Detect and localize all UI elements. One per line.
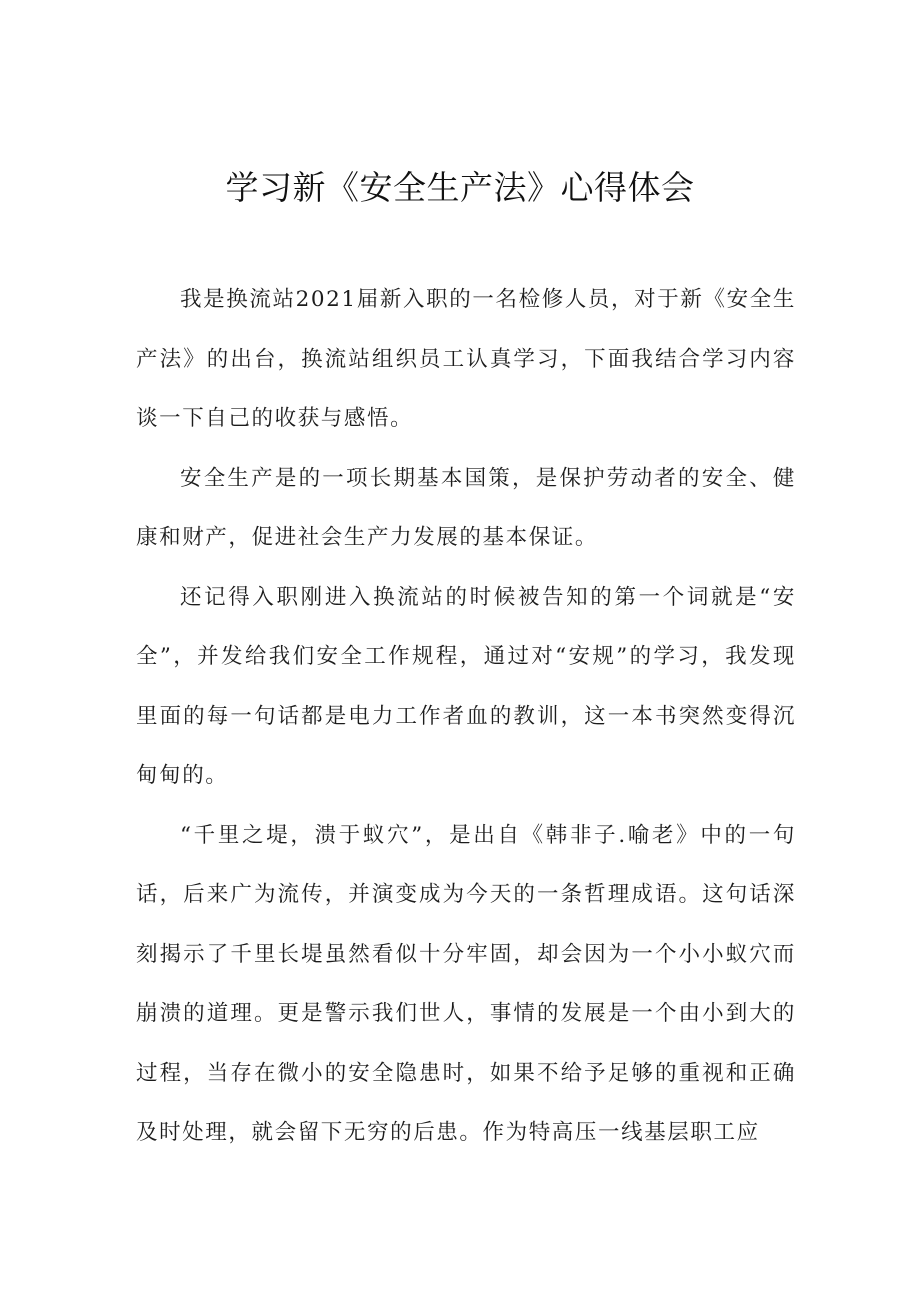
- paragraph-safety-policy: 安全生产是的一项长期基本国策，是保护劳动者的安全、健康和财产，促进社会生产力发展的基本保证。: [136, 465, 796, 550]
- paragraph-intro: 我是换流站2021届新入职的一名检修人员，对于新《安全生产法》的出台，换流站组织员工认真学习，下面我结合学习内容谈一下自己的收获与感悟。: [136, 287, 796, 431]
- paragraph-first-day: 还记得入职刚进入换流站的时候被告知的第一个词就是“安全”，并发给我们安全工作规程，通过对“安规”的学习，我发现里面的每一句话都是电力工作者血的教训，这一本书突然变得沉甸甸的。: [136, 584, 796, 788]
- document-title: 学习新《安全生产法》心得体会: [225, 168, 695, 207]
- paragraph-proverb: “千里之堤，溃于蚁穴”，是出自《韩非子.喻老》中的一句话，后来广为流传，并演变成为今天的一条哲理成语。这句话深刻揭示了千里长堤虽然看似十分牢固，却会因为一个小小蚁穴而崩溃的道理。更是警示我们世人，事情的发展是一个由小到大的过程，当存在微小的安全隐患时，如果不给予足够的重视和正确及时处理，就会留下无穷的后患。作为特高压一线基层职工应: [136, 822, 796, 1145]
- document-body: [136, 270, 796, 1163]
